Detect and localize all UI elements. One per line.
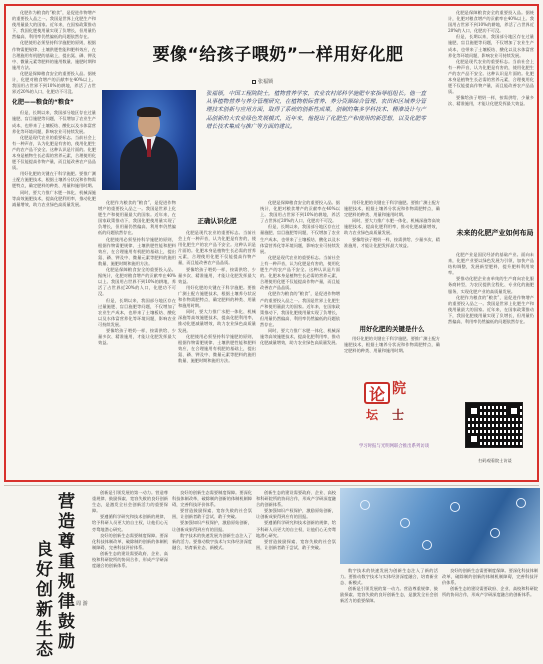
paragraph: 化肥作为粮食的“粮食”，是促进作物增产的重要投入品之一。我国是世界上化肥生产和使用量最大的国家。近年来，在国家政策推动下，我国化肥使用量实现了负增长，但用量仍然偏高、利用率仍然偏低的问题依然存在。 [448,294,534,325]
logo-char: 院 [392,381,406,397]
logo-char: 坛 [366,408,379,422]
subheading-fertilizer-food: 化肥——粮食的“粮食” [12,99,74,107]
paragraph: 化肥是保障粮食安全的重要投入品。据统计，化肥对粮食增产的贡献率在40%以上。我国用占世界不到10%的耕地，养活了占世界近20%的人口，化肥功不可没。 [98,267,176,297]
paragraph: 要营造鼓励探索、宽容失败的社会氛围，让创新者敢于尝试、敢于突破。 [172,508,252,520]
paragraph: 数字技术的快速发展为创新生态注入了新的活力。要推动数字技术与实体经济深度融合，培育新业态、新模式。 [340,568,438,586]
paragraph: 要像给孩子喂奶一样，按需供给、少量多次、精准施用，才能让化肥发挥最大效益。 [178,266,256,284]
paragraph: 创新生态的建设需要政府、企业、高校和科研院所的协同合作，形成产学研深度融合的创新体系。 [92,550,168,569]
author-name: 张福锁 [258,79,274,85]
paragraph: 用好化肥的关键在于科学施肥。要推广测土配方施肥技术，根据土壤养分状况和作物需肥特点，确定肥料的种类、用量和施用时期。 [344,200,440,218]
article-column-6 [344,336,440,376]
paragraph: 要加强知识产权保护，激励原始创新，让创新成果得到应有的回报。 [256,508,336,520]
paragraph: 但是，长期以来，我国部分地区存在过量施肥、盲目施肥等问题，不仅增加了农业生产成本，也带来了土壤板结、酸化以及水体富营养化等环境问题，影响农业可持续发展。 [260,224,340,254]
paragraph: 但是，长期以来，我国部分地区存在过量施肥、盲目施肥等问题，不仅增加了农业生产成本，也带来了土壤板结、酸化以及水体富营养化等环境问题，影响农业可持续发展。 [12,110,96,134]
featured-article-frame [4,4,539,482]
paragraph: 但是，长期以来，我国部分地区存在过量施肥、盲目施肥等问题，不仅增加了农业生产成本，也带来了土壤板结、酸化以及水体富营养化等环境问题，影响农业可持续发展。 [448,34,534,58]
paragraph: 化肥是保障粮食安全的重要投入品。据统计，化肥对粮食增产的贡献率在40%以上。我国用占世界不到10%的耕地，养活了占世界近20%的人口，化肥功不可没。 [260,200,340,224]
logo-char: 论 [364,382,390,404]
lower-column-3 [256,490,336,662]
paragraph: 同时，要大力推广水肥一体化、机械深施等高效施肥技术，提高化肥利用率，推动化肥减量增效，助力农业绿色高质量发展。 [12,189,96,207]
article-byline [252,78,273,85]
paragraph: 同时，要大力推广水肥一体化、机械深施等高效施肥技术，提高化肥利用率，推动化肥减量增效，助力农业绿色高质量发展。 [344,218,440,236]
side-section-title: 未来的化肥产业如何布局 [456,229,534,237]
lower-column-1 [92,490,168,662]
paragraph: 化肥是现代农业的重要标志。当前社会上有一种声音，认为化肥是有害的，使用化肥生产的农产品不安全。这种认识是片面的。化肥本身是植物生长必需的营养元素，合理使用化肥不仅能提高作物产量，而且能改善农产品品质。 [260,254,340,291]
paragraph: 化肥是现代农业的重要标志。当前社会上有一种声音，认为化肥是有害的，使用化肥生产的农产品不安全。这种认识是片面的。化肥本身是植物生长必需的营养元素，合理使用化肥不仅能提高作物产量，而且能改善农产品品质。 [178,230,256,266]
paragraph: 要像给孩子喂奶一样，按需供给、少量多次、精准施用，才能让化肥发挥最大效益。 [448,95,534,107]
paragraph: 要加强知识产权保护，激励原始创新，让创新成果得到应有的回报。 [172,520,252,532]
paragraph: 要推动化肥企业由单纯的生产商向农化服务商转型，为农民提供全程化、专业化的施肥服务，实现化肥产业的高质量发展。 [448,276,534,294]
logo-char: 士 [392,408,405,422]
paragraph: 用好化肥的关键在于科学施肥。要推广测土配方施肥技术，根据土壤养分状况和作物需肥特点，确定肥料的种类、用量和施用时期。 [12,171,96,189]
article-column-4 [260,200,340,480]
paragraph: 但是，长期以来，我国部分地区存在过量施肥、盲目施肥等问题，不仅增加了农业生产成本，也带来了土壤板结、酸化以及水体富营养化等环境问题，影响农业可持续发展。 [98,297,176,327]
paragraph: 化肥产业是国民经济的基础产业。面向未来，化肥产业要以绿色发展为引领，加快产品结构调整，发展新型肥料，提升肥料利用效率。 [448,252,534,276]
logo-caption: 学习时报与光明网联合推出系列访谈 [358,444,430,449]
article-column-3 [178,230,256,480]
paragraph: 同时，要大力推广水肥一体化、机械深施等高效施肥技术，提高化肥利用率，推动化肥减量增效，助力农业绿色高质量发展。 [178,309,256,333]
academician-forum-logo [364,380,426,424]
article-column-1 [12,10,96,480]
paragraph: 化肥使用必须坚持科学施肥的原则，根据作物需肥规律、土壤供肥性能和肥料效应，在合理施用有机肥的基础上，提出氮、磷、钾及中、微量元素等肥料的施用数量、施肥时期和施用方法。 [178,333,256,363]
lower-author: 周 游 [76,601,88,607]
paragraph: 化肥作为粮食的“粮食”，是促进作物增产的重要投入品之一。我国是世界上化肥生产和使用量最大的国家。近年来，在国家政策推动下，我国化肥使用量实现了负增长，但用量仍然偏高、利用率仍然偏低的问题依然存在。 [98,200,176,236]
paragraph: 良好的创新生态需要制度保障。要深化科技体制改革，破除制约创新的体制机制障碍，完善科技评价体系。 [92,532,168,550]
paragraph: 创新是引领发展的第一动力。营造尊重规律、鼓励探索、宽容失败的良好创新生态，是激发全社会创新活力的重要保障。 [92,490,168,514]
paragraph: 用好化肥的关键在于科学施肥。要推广测土配方施肥技术，根据土壤养分状况和作物需肥特点，确定肥料的种类、用量和施用时期。 [344,336,440,354]
qr-caption: 扫码观看院士访谈 [478,458,512,463]
paragraph: 良好的创新生态需要制度保障。要深化科技体制改革，破除制约创新的体制机制障碍，完善科技评价体系。 [442,568,538,586]
paragraph: 创新生态的建设需要政府、企业、高校和科研院所的协同合作，形成产学研深度融合的创新体系。 [256,490,336,508]
lower-column-4 [340,568,438,662]
subheading-key-to-use: 用好化肥的关键是什么 [359,325,425,333]
article-headline: 要像“给孩子喂奶”一样用好化肥 [152,45,404,65]
paragraph: 创新生态的建设需要政府、企业、高校和科研院所的协同合作，形成产学研深度融合的创新体系。 [442,586,538,598]
paragraph: 要像给孩子喂奶一样，按需供给、少量多次、精准施用，才能让化肥发挥最大效益。 [344,236,440,248]
side-column [448,252,534,392]
paragraph: 化肥是现代农业的重要标志。当前社会上有一种声音，认为化肥是有害的，使用化肥生产的农产品不安全。这种认识是片面的。化肥本身是植物生长必需的营养元素，合理使用化肥不仅能提高作物产量，而且能改善农产品品质。 [12,134,96,171]
article-column-right-top [448,10,534,222]
paragraph: 要像给孩子喂奶一样，按需供给、少量多次、精准施用，才能让化肥发挥最大效益。 [98,327,176,346]
paragraph: 化肥是现代农业的重要标志。当前社会上有一种声音，认为化肥是有害的，使用化肥生产的农产品不安全。这种认识是片面的。化肥本身是植物生长必需的营养元素，合理使用化肥不仅能提高作物产量，而且能改善农产品品质。 [448,58,534,95]
paragraph: 化肥是保障粮食安全的重要投入品。据统计，化肥对粮食增产的贡献率在40%以上。我国用占世界不到10%的耕地，养活了占世界近20%的人口，化肥功不可没。 [448,10,534,34]
paragraph: 化肥作为粮食的“粮食”，是促进作物增产的重要投入品之一。我国是世界上化肥生产和使用量最大的国家。近年来，在国家政策推动下，我国化肥使用量实现了负增长，但用量仍然偏高、利用率仍然偏低的问题依然存在。 [12,10,96,40]
paragraph: 化肥使用必须坚持科学施肥的原则，根据作物需肥规律、土壤供肥性能和肥料效应，在合理施用有机肥的基础上，提出氮、磷、钾及中、微量元素等肥料的施用数量、施肥时期和施用方法。 [98,236,176,266]
paragraph: 要遵循科学研究和技术创新的规律，给予科研人员更大的自主权，让他们心无旁骛地潜心研究。 [256,520,336,538]
lower-column-2 [172,490,252,662]
lower-banner-image [340,488,540,564]
paragraph: 要营造鼓励探索、宽容失败的社会氛围，让创新者敢于尝试、敢于突破。 [256,538,336,550]
lower-headline-part-1: 营造尊重规律鼓励 [58,492,75,652]
paragraph: 创新是引领发展的第一动力。营造尊重规律、鼓励探索、宽容失败的良好创新生态，是激发全社会创新活力的重要保障。 [340,586,438,604]
paragraph: 化肥作为粮食的“粮食”，是促进作物增产的重要投入品之一。我国是世界上化肥生产和使用量最大的国家。近年来，在国家政策推动下，我国化肥使用量实现了负增长，但用量仍然偏高、利用率仍然偏低的问题依然存在。 [260,291,340,327]
paragraph: 化肥是保障粮食安全的重要投入品。据统计，化肥对粮食增产的贡献率在40%以上。我国用占世界不到10%的耕地，养活了占世界近20%的人口，化肥功不可没。 [12,70,96,95]
author-box-icon [252,80,256,84]
author-portrait [102,90,196,190]
paragraph: 良好的创新生态需要制度保障。要深化科技体制改革，破除制约创新的体制机制障碍，完善科技评价体系。 [172,490,252,508]
lower-column-5 [442,568,538,662]
qr-code-icon[interactable] [465,402,523,448]
author-intro: 张福锁，中国工程院院士，植物营养学家，农业农村部科学施肥专家指导组组长。他一直从事植物营养与养分管理研究，在植物根际营养、养分资源综合管理、农田和区域养分管理技术创新与应用方面，取得了系统的创新性成果，创制的集多学科技术、精准设计与产品创新的大农业绿色发展模式，近年来，他提出了化肥生产和使用的新思想，以及化肥零增长技术集成与推广等方面的建议。 [206,91,426,130]
paragraph: 数字技术的快速发展为创新生态注入了新的活力。要推动数字技术与实体经济深度融合，培育新业态、新模式。 [172,532,252,550]
paragraph: 要遵循科学研究和技术创新的规律，给予科研人员更大的自主权，让他们心无旁骛地潜心研究。 [92,514,168,532]
lower-headline-part-2: 良好创新生态 [36,540,53,660]
paragraph: 化肥使用必须坚持科学施肥的原则，根据作物需肥规律、土壤供肥性能和肥料效应，在合理施用有机肥的基础上，提出氮、磷、钾及中、微量元素等肥料的施用数量、施肥时期和施用方法。 [12,40,96,70]
paragraph: 用好化肥的关键在于科学施肥。要推广测土配方施肥技术，根据土壤养分状况和作物需肥特点，确定肥料的种类、用量和施用时期。 [178,284,256,309]
subheading-understand-fertilizer: 正确认识化肥 [197,217,237,225]
article-column-2 [98,200,176,480]
article-column-5 [344,200,440,320]
paragraph: 同时，要大力推广水肥一体化、机械深施等高效施肥技术，提高化肥利用率，推动化肥减量增效，助力农业绿色高质量发展。 [260,327,340,346]
section-divider [4,485,539,486]
